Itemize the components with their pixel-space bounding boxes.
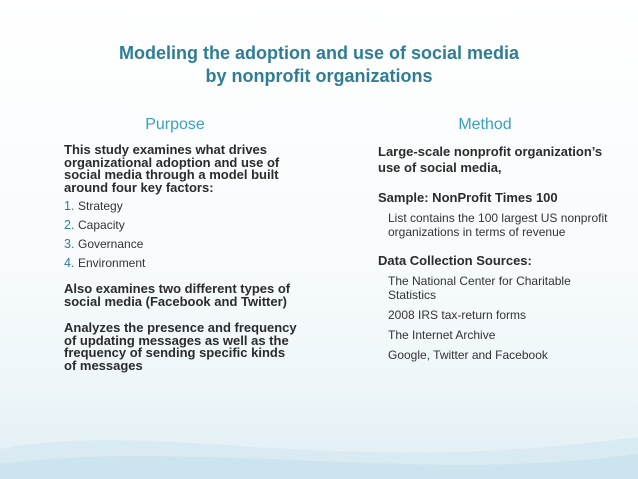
factor-number: 2. — [64, 218, 75, 232]
sample-sub-list — [344, 211, 620, 239]
purpose-column — [30, 144, 298, 379]
method-bullet — [344, 144, 620, 176]
sub-bullet — [366, 328, 620, 342]
factor-item — [64, 235, 298, 254]
method-bullet — [344, 190, 620, 206]
purpose-bullet-text: This study examines what drives organizational adoption and use of social media through a model built around four key factors: — [64, 142, 280, 195]
purpose-bullet-text: Analyzes the presence and frequency of updating messages as well as the frequency of sending specific kinds of messages — [64, 320, 297, 373]
purpose-bullet — [30, 322, 298, 372]
title-line-1: Modeling the adoption and use of social media — [118, 43, 520, 63]
factor-item — [64, 254, 298, 273]
method-column — [344, 144, 620, 372]
slide-title — [40, 42, 598, 88]
sources-sub-list — [344, 274, 620, 362]
method-heading: Method — [458, 116, 512, 133]
method-bullet-text: Sample: NonProfit Times 100 — [378, 190, 558, 205]
factor-number: 3. — [64, 237, 75, 251]
method-bullet — [344, 253, 620, 269]
factor-label: Governance — [78, 237, 144, 251]
sub-bullet — [366, 348, 620, 362]
sub-bullet — [366, 308, 620, 322]
factor-number: 1. — [64, 199, 75, 213]
sub-bullet-text: 2008 IRS tax-return forms — [388, 308, 527, 322]
sub-bullet-text: The Internet Archive — [388, 328, 496, 342]
sub-bullet-text: List contains the 100 largest US nonprofit organizations in terms of revenue — [388, 211, 608, 239]
factor-label: Environment — [78, 256, 146, 270]
sub-bullet-text: Google, Twitter and Facebook — [388, 348, 548, 362]
factor-item — [64, 216, 298, 235]
factor-item — [64, 197, 298, 216]
purpose-bullet — [30, 283, 298, 308]
sub-bullet — [366, 211, 620, 239]
factor-list — [64, 197, 298, 273]
method-bullet-text: Large-scale nonprofit organization’s use of social media, — [378, 144, 603, 175]
title-line-2: by nonprofit organizations — [205, 66, 433, 86]
sub-bullet-text: The National Center for Charitable Statistics — [388, 274, 571, 302]
factor-label: Strategy — [78, 199, 123, 213]
sub-bullet — [366, 274, 620, 302]
purpose-bullet-text: Also examines two different types of social media (Facebook and Twitter) — [64, 281, 291, 309]
factor-label: Capacity — [78, 218, 125, 232]
background-wave — [0, 409, 638, 479]
method-bullet-text: Data Collection Sources: — [378, 253, 532, 268]
purpose-heading: Purpose — [145, 116, 205, 133]
purpose-bullet — [30, 144, 298, 273]
factor-number: 4. — [64, 256, 75, 270]
